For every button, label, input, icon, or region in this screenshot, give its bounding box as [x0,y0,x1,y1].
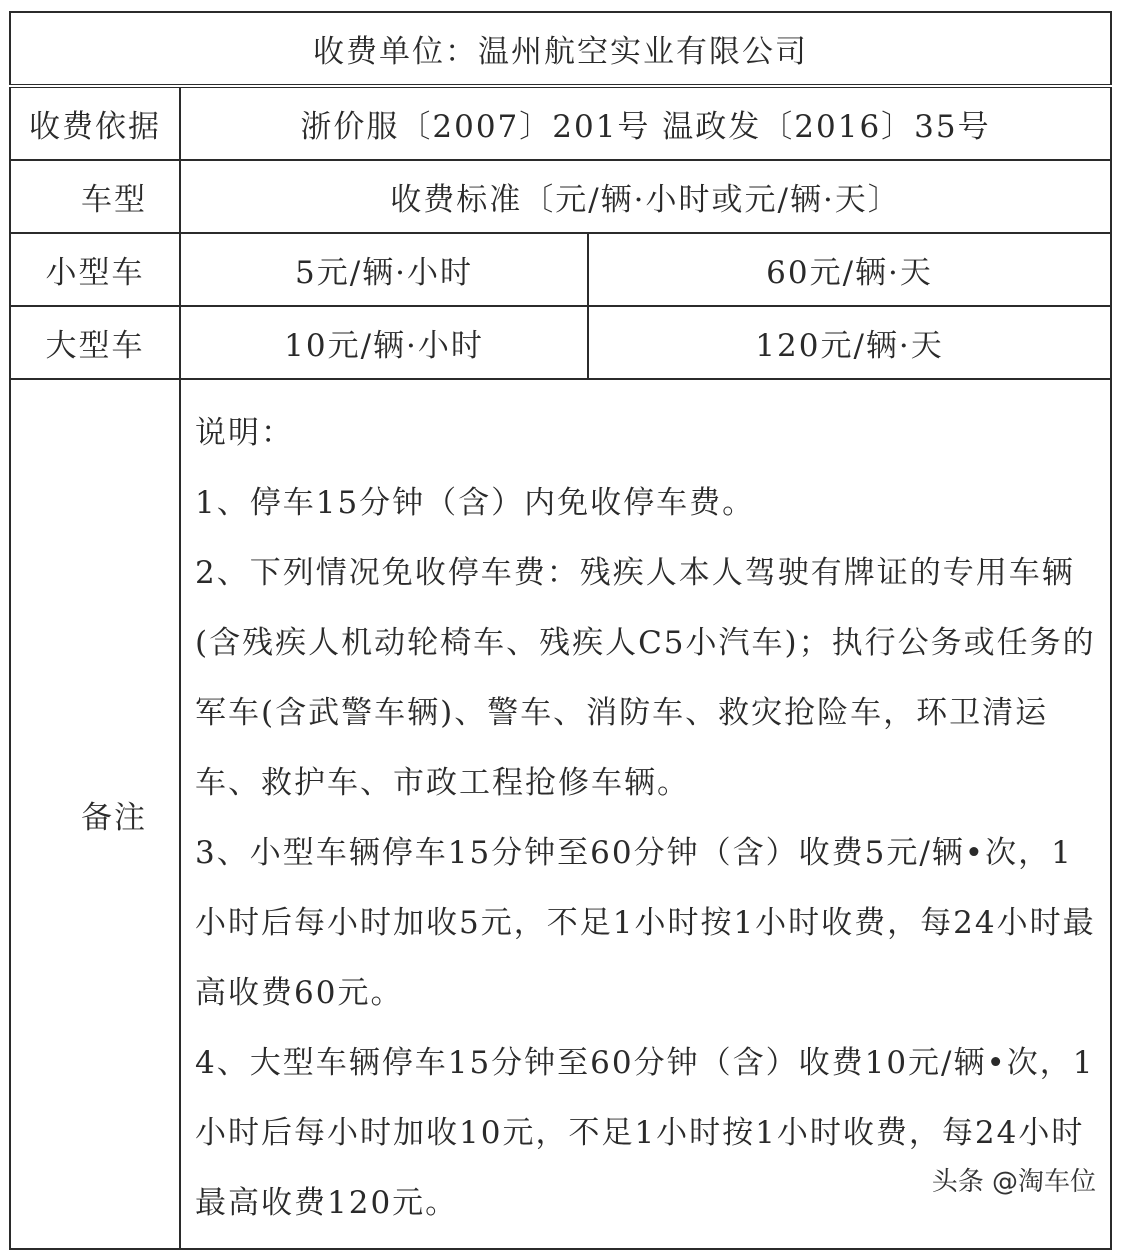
notes-label: 备注 [10,379,180,1249]
notes-content [180,379,1111,1249]
note-item-2: 2、下列情况免收停车费：残疾人本人驾驶有牌证的专用车辆(含残疾人机动轮椅车、残疾人C5小汽车)；执行公务或任务的军车(含武警车辆)、警车、消防车、救灾抢险车，环卫清运车、救护车、市政工程抢修车辆。 [195,555,1096,801]
large-vehicle-label: 大型车 [10,306,180,379]
table-row [10,233,1111,306]
small-vehicle-daily-rate: 60元/辆·天 [588,233,1111,306]
table-row [10,306,1111,379]
large-vehicle-hourly-rate: 10元/辆·小时 [180,306,588,379]
basis-row [10,86,1111,160]
fee-standard-label: 收费标准〔元/辆·小时或元/辆·天〕 [180,160,1111,233]
note-item-1: 1、停车15分钟（含）内免收停车费。 [195,485,756,521]
vehicle-type-label: 车型 [10,160,180,233]
basis-value: 浙价服〔2007〕201号 温政发〔2016〕35号 [180,86,1111,160]
note-item-3: 3、小型车辆停车15分钟至60分钟（含）收费5元/辆•次，1小时后每小时加收5元，不足1小时按1小时收费，每24小时最高收费60元。 [195,835,1096,1011]
notes-heading: 说明： [195,415,294,451]
large-vehicle-daily-rate: 120元/辆·天 [588,306,1111,379]
basis-label: 收费依据 [10,86,180,160]
small-vehicle-label: 小型车 [10,233,180,306]
header-row [10,12,1111,86]
column-header-row [10,160,1111,233]
note-item-4: 4、大型车辆停车15分钟至60分钟（含）收费10元/辆•次，1小时后每小时加收10元，不足1小时按1小时收费，每24小时最高收费120元。 [195,1045,1095,1221]
fee-unit-title: 收费单位：温州航空实业有限公司 [10,12,1111,86]
parking-fee-table [9,11,1112,1250]
source-watermark: 头条 @淘车位 [932,1161,1096,1198]
small-vehicle-hourly-rate: 5元/辆·小时 [180,233,588,306]
notes-row [10,379,1111,1249]
